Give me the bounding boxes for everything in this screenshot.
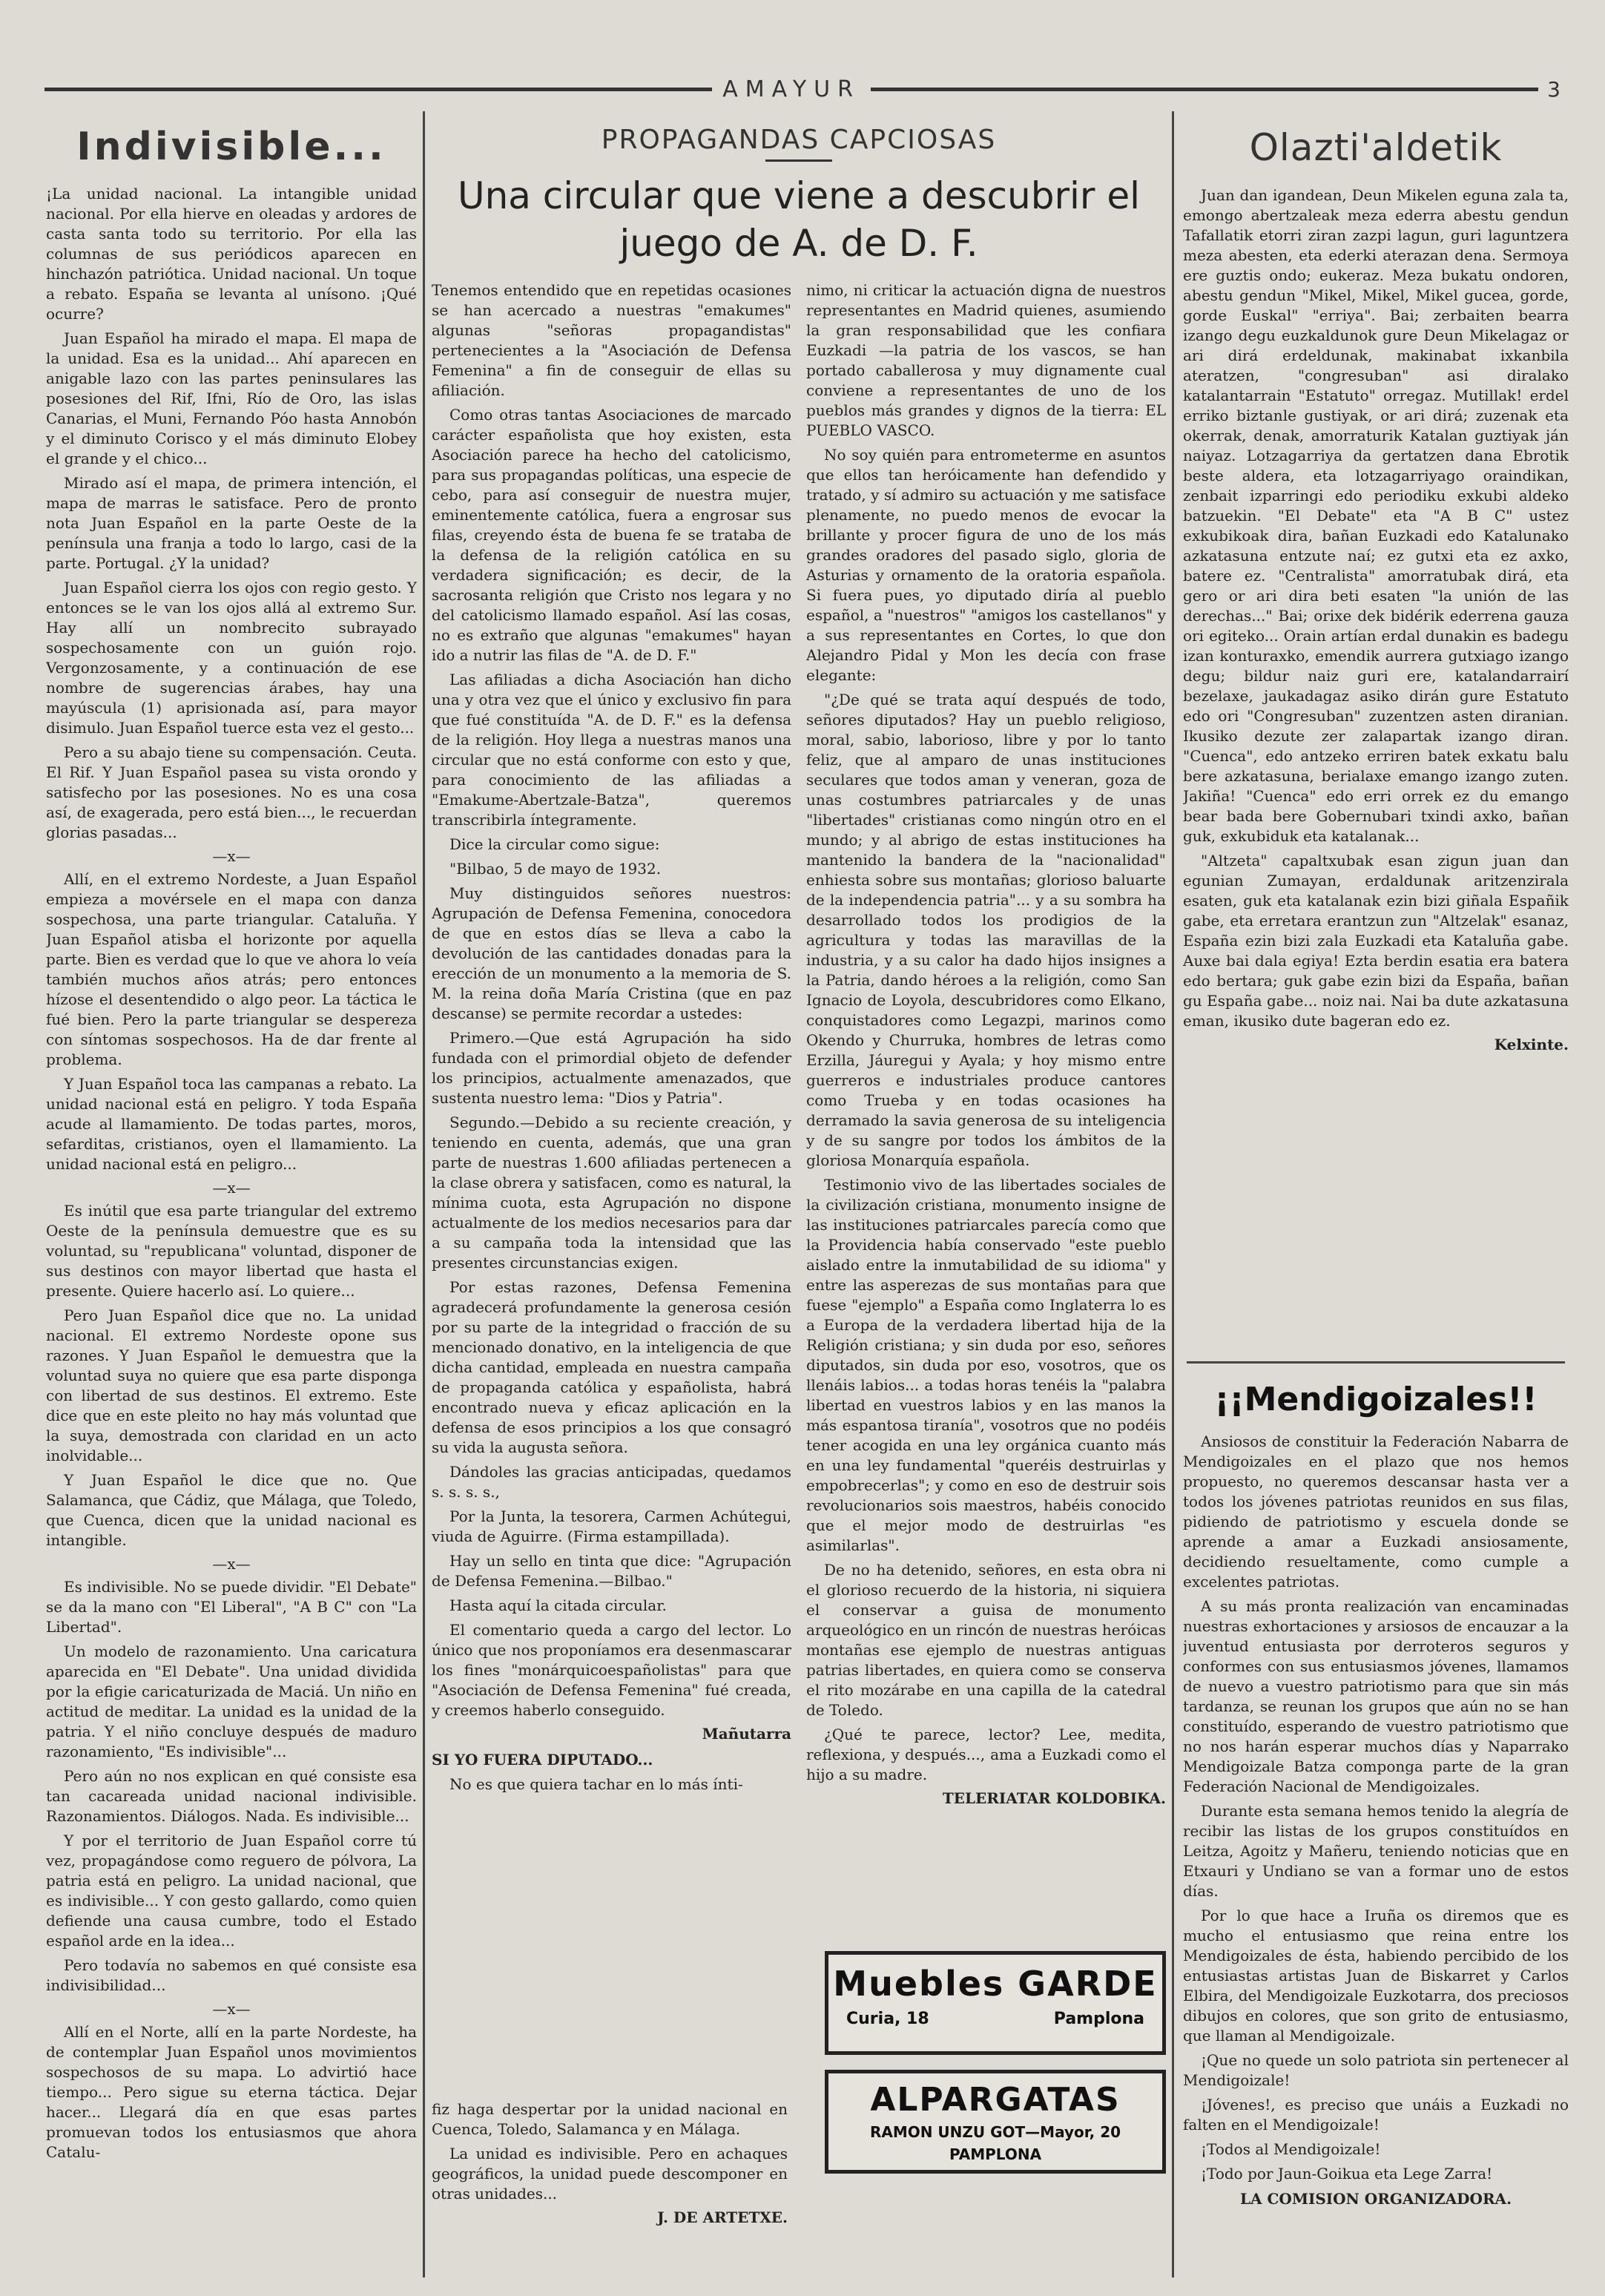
subcolumn-left xyxy=(432,280,791,2283)
paragraph: fiz haga despertar por la unidad nacional en Cuenca, Toledo, Salamanca y en Málaga. xyxy=(432,2100,788,2138)
paragraph: A su más pronta realización van encaminadas nuestras exhortaciones y arsiosos de encauzar a la juventud entusiasta por derroteros seguros y conformes con sus entusiasmos jóvenes, llamamos de nuevo a vuestro patriotismo para que sin más tardanza, se reunan los grupos que aún no se han constituído, esperando de vuestro patriotismo que no nos harán esperar muchos días y Naparrako Mendigoizale Batza componga parte de la gran Federación Nacional de Mendigoizales. xyxy=(1183,1597,1569,1795)
paragraph: Hay un sello en tinta que dice: "Agrupación de Defensa Femenina.—Bilbao." xyxy=(432,1552,791,1590)
paragraph: Testimonio vivo de las libertades sociales de la civilización cristiana, monumento insigne de las instituciones patriarcales parecía como que la Providencia había conservado "este pueblo aislado entre la inmutabilidad de su idioma" y entre las asperezas de sus montañas para que fuese "ejemplo" a España como Inglaterra lo es a Europa de la verdadera libertad hija de la Religión cristiana; y sin duda por eso, señores diputados, sin duda por eso, vosotros, que os llenáis labios... a todas horas tenéis la "palabra libertad en vuestros labios y en las manos la más espantosa tiranía", vosotros que no podéis tener acogida en una ley orgánica cuanto más en una ley fundamental "queréis destruirlas y empobrecerlas"; y como en eso de destruir sois revolucionarios sois maestros, habéis conocido que el mejor modo de destruirlas "es asimilarlas". xyxy=(806,1176,1166,1554)
ad-muebles-garde xyxy=(825,1951,1166,2055)
paragraph: Primero.—Que está Agrupación ha sido fundada con el primordial objeto de defender los principios, actualmente amenazados, que sustenta nuestro lema: "Dios y Patria". xyxy=(432,1029,791,1107)
article-title-indivisible: Indivisible... xyxy=(76,125,386,169)
page-number: 3 xyxy=(1547,76,1560,102)
paragraph: Las afiliadas a dicha Asociación han dicho una y otra vez que el único y exclusivo fin para que fué constituída "A. de D. F." es la defensa de la religión. Hoy llega a nuestras manos una circular que no está conforme con esto y que, para conocimiento de las afiliadas a "Emakume-Abertzale-Batza", queremos transcribirla íntegramente. xyxy=(432,671,791,829)
subheading: SI YO FUERA DIPUTADO... xyxy=(432,1751,653,1769)
ad-title: ALPARGATAS xyxy=(870,2081,1121,2119)
paragraph: Como otras tantas Asociaciones de marcado carácter españolista que hoy existen, esta Asociación parece ha hecho del catolicismo, para sus propagandas políticas, una especie de cebo, para así conseguir de nuestra mujer, eminentemente católica, fuera a engrosar sus filas, creyendo ésta de buena fe se trataba de la defensa de la religión católica en su verdadera significación; es decir, de la sacrosanta religión que Cristo nos legara y no del catolicismo llamado español. Así las cosas, no es extraño que algunas "emakumes" hayan ido a nutrir las filas de "A. de D. F." xyxy=(432,406,791,664)
column-mendigoizales xyxy=(1183,1369,1569,2270)
ad-line: RAMON UNZU GOT—Mayor, 20 xyxy=(869,2123,1121,2141)
paragraph: Dándoles las gracias anticipadas, quedamos s. s. s. s., xyxy=(432,1463,791,1501)
ad-title: Muebles GARDE xyxy=(833,1964,1158,2004)
article-title-mendigoizales: ¡¡Mendigoizales!! xyxy=(1214,1381,1538,1418)
paragraph: Allí, en el extremo Nordeste, a Juan Español empieza a movérsele en el mapa con danza sospechosa, una parte triangular. Cataluña. Y Juan Español atisba el horizonte por aquella parte. Bien es verdad que lo que ve ahora lo veía también muchos años atrás; pero entonces hízose el desentendido o algo peor. La táctica le fué bien. Pero la parte triangular se despereza con síntomas sospechosos. Ha de dar frente al problema. xyxy=(46,870,417,1068)
paragraph: Durante esta semana hemos tenido la alegría de recibir las listas de los grupos constituídos en Leitza, Agoitz y Mañeru, teniendo noticias que en Etxauri y Undiano se van a formar uno de estos días. xyxy=(1183,1802,1569,1900)
paragraph: ¡Que no quede un solo patriota sin pertenecer al Mendigoizale! xyxy=(1183,2051,1569,2089)
article-signature: LA COMISION ORGANIZADORA. xyxy=(1239,2190,1512,2208)
paragraph: "Altzeta" capaltxubak esan zigun juan dan egunian Zumayan, erdaldunak aritzenzirala esaten, guk eta katalanak ezin bizi giñala Españik gabe, eta erretara erantzun zun "Altzelak" esanaz, España ezin bizi zala Euzkadi eta Kataluña gabe. Auxe bai dala egiya! Ezta berdin esatia era batera edo bertara; guk gabe ezin bizi da España, bañan gu España gabe... noiz nai. Nai ba dute azkatasuna eman, ikusiko dute bageran edo ez. xyxy=(1183,852,1569,1030)
paragraph: ¡Todos al Mendigoizale! xyxy=(1201,2140,1381,2158)
paragraph: Allí en el Norte, allí en la parte Nordeste, ha de contemplar Juan Español unos movimientos sospechosos de su mapa. Lo advirtió hace tiempo... Pero sigue su eterna táctica. Dejar hacer... Llegará día en que esas partes promuevan todos los entusiasmos que ahora Catalu- xyxy=(46,2023,417,2161)
masthead xyxy=(45,74,1560,104)
paragraph: Por lo que hace a Iruña os diremos que es mucho el entusiasmo que reina entre los Mendigoizales de ésta, habiendo percibido de los entusiastas artistas Juan de Biskarret y Carlos Elbira, del Mendigoizale Euzkotarra, dos preciosos dibujos en colores, que son grito de entusiasmo, que llaman al Mendigoizale. xyxy=(1183,1907,1569,2045)
paragraph: ¡La unidad nacional. La intangible unidad nacional. Por ella hierve en oleadas y ardores de casta santa todo su territorio. Por ella las columnas de sus periódicos aparecen en hinchazón patriótica. Unidad nacional. Un toque a rebato. España se levanta al unísono. ¡Qué ocurre? xyxy=(46,185,417,323)
section-divider: —x— xyxy=(212,1179,251,1197)
paragraph: Un modelo de razonamiento. Una caricatura aparecida en "El Debate". Una unidad dividida por la efigie caricaturizada de Maciá. Un niño en actitud de meditar. La unidad es la unidad de la patria. Y el niño concluye después de maduro razonamiento, "Es indivisible"... xyxy=(46,1642,417,1760)
paragraph: Juan Español cierra los ojos con regio gesto. Y entonces se le van los ojos allá al extremo Sur. Hay allí un nombrecito subrayado sospechosamente con un guión rojo. Vergonzosamente, y a continuación de ese nombre de sugerencias árabes, hay una mayúscula (1) aprisionada así, para mayor disimulo. Juan Español tuerce esta vez el gesto... xyxy=(46,579,417,737)
paragraph: El comentario queda a cargo del lector. Lo único que nos proponíamos era desenmascarar los fines "monárquicoespañolistas" para que "Asociación de Defensa Femenina" fué creada, y creemos haberlo conseguido. xyxy=(432,1621,791,1719)
paragraph: nimo, ni criticar la actuación digna de nuestros representantes en Madrid quienes, asumiendo la gran responsabilidad que les confiara Euzkadi —la patria de los vascos, se han portado caballerosa y muy dignamente cual conviene a representantes de uno de los pueblos más grandes y dignos de la tierra: EL PUEBLO VASCO. xyxy=(806,281,1166,439)
paragraph: "Bilbao, 5 de mayo de 1932. xyxy=(449,860,662,878)
paragraph: Juan dan igandean, Deun Mikelen eguna zala ta, emongo abertzaleak meza ederra abestu gendun Tafallatik etorri ziran zazpi lagun, guri laguntzera meza abesten, eta ederki aterazan dena. Sermoya ere guztis ondo; eukeraz. Meza bukatu ondoren, abestu gendun "Mikel, Mikel, Mikel gucea, gorde, gorde Euskal" "erriya". Bai; zerbaiten bearra izango degu euzkaldunok gure Deun Mikelagaz or ari dirá erdeldunak, makinabat ixkanbila ateratzen, "congresuban" asi diralako katalantarrain "Estatuto" orregaz. Mutillak! erdel erriko biztanle gustiyak, or ari dirá; zuzenak eta okerrak, denak, amorraturik Katalan guztiyak ján naiyaz. Lotzagarriya da gertatzen dana Ebrotik beste aldera, eta lotzagarriyago oraindikan, zenbait izparringi edo periodiku exkubi aldeko batzuekin. "El Debate" eta "A B C" ustez exkubikoak dira, bañan Euzkadi edo Katalunako azkatasuna entzute naí; ez gutxi eta ez axko, batere ez. "Centralista" amorratubak dirá, eta gero or ari dira beti esaten "la unión de las derechas..." Bai; orixe dek bidérik ederrena gauza ori egiteko... Orain artían erdal dunakin es badegu izan konturaxko, emendik aurrera gutxiago izango degu; bildur naiz guri ere, katalandarrairí bezelaxe, jaukadagaz asiko dirán gure Estatuto edo ori "Congresuban" zuzentzen asten diranian. Ikusiko dezute zer zalapartak izango diran. "Cuenca", edo antzeko erriren batek exkatu balu bere azkatasuna, berialaxe emango izango zuten. Jakiña! "Cuenca" edo erri orrek ez du emango bear bada bere Gobernubari txindi axko, bañan guk, exkubiduk eta katalanak... xyxy=(1183,186,1569,845)
section-separator xyxy=(1187,1361,1565,1364)
section-divider: —x— xyxy=(212,2000,251,2018)
paragraph: Pero Juan Español dice que no. La unidad nacional. El extremo Nordeste opone sus razones. Y Juan Español le demuestra que la voluntad suya no quiere que esa parte disponga con libertad de sus destinos. El extremo. Este dice que en este pleito no hay más voluntad que la suya, demostrada con claridad en un acto inolvidable... xyxy=(46,1306,417,1464)
paragraph: Y por el territorio de Juan Español corre tú vez, propagándose como reguero de pólvora, La patria está en peligro. La unidad nacional, que es indivisible... Y con gesto gallardo, como quien defiende una causa cumbre, todo el Estado español arde en la idea... xyxy=(46,1832,417,1950)
article-signature: Kelxinte. xyxy=(1494,1036,1569,1053)
article-signature: J. DE ARTETXE. xyxy=(657,2208,788,2226)
paragraph: Es inútil que esa parte triangular del extremo Oeste de la península demuestre que es su voluntad, su "republicana" voluntad, disponer de sus destinos con mayor libertad que hasta el presente. Quiere hacerlo así. Lo quiere... xyxy=(46,1202,417,1300)
paragraph: La unidad es indivisible. Pero en achaques geográficos, la unidad puede descomponer en otras unidades... xyxy=(432,2145,788,2203)
paragraph: Ansiosos de constituir la Federación Nabarra de Mendigoizales en el plazo que nos hemos propuesto, no queremos descansar hasta ver a todos los jóvenes patriotas reunidos en sus filas, pidiendo de patriotismo y escuela donde se aprende a amar a Euzkadi ansiosamente, decidiendo resueltamente, como cumple a excelentes patriotas. xyxy=(1183,1432,1569,1591)
masthead-rule-right xyxy=(871,88,1538,91)
column-olazti xyxy=(1183,111,1569,1372)
heading-rule xyxy=(765,159,832,162)
column-rule xyxy=(1172,111,1174,2277)
paragraph: Pero a su abajo tiene su compensación. Ceuta. El Rif. Y Juan Español pasea su vista orondo y satisfecho por las posesiones. No es una cosa así, de exagerada, pero está bien..., le recuerdan glorias pasadas... xyxy=(46,743,417,841)
column-indivisible xyxy=(46,111,417,2285)
paragraph: ¡Todo por Jaun-Goikua eta Lege Zarra! xyxy=(1201,2165,1493,2182)
section-divider: —x— xyxy=(212,1555,251,1573)
paragraph: Pero aún no nos explican en qué consiste esa tan cacareada unidad nacional indivisible. Razonamientos. Diálogos. Nada. Es indivisible... xyxy=(46,1767,417,1825)
article-title-olazti: Olazti'aldetik xyxy=(1249,126,1503,169)
paragraph: Pero todavía no sabemos en qué consiste esa indivisibilidad... xyxy=(46,1956,417,1994)
paragraph: Hasta aquí la citada circular. xyxy=(449,1596,667,1614)
paragraph: Es indivisible. No se puede dividir. "El Debate" se da la mano con "El Liberal", "A B C" con "La Libertad". xyxy=(46,1578,417,1636)
ad-address-row xyxy=(828,2010,1162,2028)
paragraph: Y Juan Español le dice que no. Que Salamanca, que Cádiz, que Málaga, que Toledo, que Cuenca, dicen que la unidad nacional es intangible. xyxy=(46,1471,417,1549)
paragraph: ¡Jóvenes!, es preciso que unáis a Euzkadi no falten en el Mendigoizale! xyxy=(1183,2096,1569,2134)
column-continuation xyxy=(432,2099,788,2277)
article-signature: TELERIATAR KOLDOBIKA. xyxy=(942,1789,1166,1807)
article-signature: Mañutarra xyxy=(702,1725,791,1743)
paragraph: Segundo.—Debido a su reciente creación, y teniendo en cuenta, además, que una gran parte de nuestras 1.600 afiliadas pertenecen a la clase obrera y satisfacen, como es natural, la mínima cuota, esta Agrupación no dispone actualmente de los medios necesarios para dar a su campaña toda la intensidad que las presentes circunstancias exigen. xyxy=(432,1114,791,1272)
paragraph: Por la Junta, la tesorera, Carmen Achútegui, viuda de Aguirre. (Firma estampillada). xyxy=(432,1507,791,1545)
column-rule xyxy=(423,111,425,2277)
publication-name: AMAYUR xyxy=(722,76,860,102)
paragraph: Y Juan Español toca las campanas a rebato. La unidad nacional está en peligro. Y toda España acude al llamamiento. De todas partes, moros, sefarditas, cristianos, oyen el llamamiento. La unidad nacional está en peligro... xyxy=(46,1075,417,1173)
paragraph: Mirado así el mapa, de primera intención, el mapa de marras le satisface. Pero de pronto nota Juan Español en la parte Oeste de la península una franja a todo lo largo, casi de la parte. Portugal. ¿Y la unidad? xyxy=(46,474,417,572)
paragraph: No soy quién para entrometerme en asuntos que ellos tan heróicamente han defendido y tratado, y sí admiro su actuación y me satisface plenamente, no puedo menos de evocar la brillante y procer figura de uno de los más grandes oradores del pasado siglo, gloria de Asturias y ornamento de la oratoria española. Si fuera pues, yo diputado diría al pueblo español, a "nuestros" "amigos los castellanos" y a sus representantes en Cortes, lo que don Alejandro Pidal y Mon les decía con frase elegante: xyxy=(806,446,1166,684)
paragraph: Tenemos entendido que en repetidas ocasiones se han acercado a nuestras "emakumes" algunas "señoras propagandistas" pertenecientes a la "Asociación de Defensa Femenina" a fin de conseguir de ellas su afiliación. xyxy=(432,281,791,399)
ad-address: Curia, 18 xyxy=(846,2010,929,2028)
paragraph: Muy distinguidos señores nuestros: Agrupación de Defensa Femenina, conocedora de que en estos días se lleva a cabo la devolución de las cantidades donadas para la erección de un monumento a la memoria de S. M. la reina doña María Cristina (que en paz descanse) se permite recordar a ustedes: xyxy=(432,884,791,1022)
ad-city: Pamplona xyxy=(1053,2010,1144,2028)
article-headline: Una circular que viene a descubrir el juego de A. de D. F. xyxy=(457,174,1141,265)
ad-alpargatas xyxy=(825,2070,1166,2174)
paragraph: Dice la circular como sigue: xyxy=(449,835,660,853)
section-divider: —x— xyxy=(212,847,251,865)
paragraph: De no ha detenido, señores, en esta obra ni el glorioso recuerdo de la historia, ni siquiera el conservar a guisa de monumento arqueológico en un rincón de nuestras heróicas montañas ese ejemplo de nuestras antiguas patrias libertades, en quiera como se conserva el rito mozárabe en una capilla de la catedral de Toledo. xyxy=(806,1561,1166,1719)
ad-city: PAMPLONA xyxy=(949,2145,1042,2163)
paragraph: Juan Español ha mirado el mapa. El mapa de la unidad. Esa es la unidad... Ahí aparecen en anigable lazo con las partes peninsulares las posesiones del Rif, Ifni, Río de Oro, las islas Canarias, el Muni, Fernando Póo hasta Annobón y el diminuto Corisco y el más diminuto Elobey el grande y el chico... xyxy=(46,329,417,467)
paragraph: Por estas razones, Defensa Femenina agradecerá profundamente la generosa cesión por su parte de la integridad o fracción de su mencionado donativo, en la inteligencia de que dicha cantidad, empleada en nuestra campaña de propaganda católica y españolista, habrá encontrado nueva y eficaz aplicación en la defensa de esos principios a los que consagró su vida la augusta señora. xyxy=(432,1278,791,1456)
masthead-rule-left xyxy=(45,88,712,91)
paragraph: No es que quiera tachar en lo más ínti- xyxy=(449,1775,743,1793)
paragraph: ¿Qué te parece, lector? Lee, medita, reflexiona, y después..., ama a Euzkadi como el hijo a su madre. xyxy=(806,1726,1166,1783)
paragraph: "¿De qué se trata aquí después de todo, señores diputados? Hay un pueblo religioso, moral, sabio, laborioso, libre y por lo tanto feliz, que al amparo de unas instituciones seculares que todos aman y veneran, goza de unas costumbres patriarcales y de unas "libertades" cristianas como ningún otro en el mundo; y al abrigo de estas instituciones ha mantenido la bandera de la "nacionalidad" enhiesta sobre sus montañas; glorioso baluarte de la independencia patria"... y a su sombra ha desarrollado todos los prodigios de la agricultura y todas las maravillas de la industria, y a su calor ha dado hijos insignes a la Patria, dando héroes a la religión, como San Ignacio de Loyola, descubridores como Elkano, conquistadores como Legazpi, marinos como Okendo y Churruka, hombres de letras como Erzilla, Jáuregui y Ayala; y hoy mismo entre guerreros e industriales produce cantores como Trueba y en todas ocasiones ha derramado la savia generosa de su inteligencia y de su sangre por todos los ámbitos de la gloriosa Monarquía española. xyxy=(806,691,1166,1169)
section-heading: PROPAGANDAS CAPCIOSAS xyxy=(601,125,997,155)
